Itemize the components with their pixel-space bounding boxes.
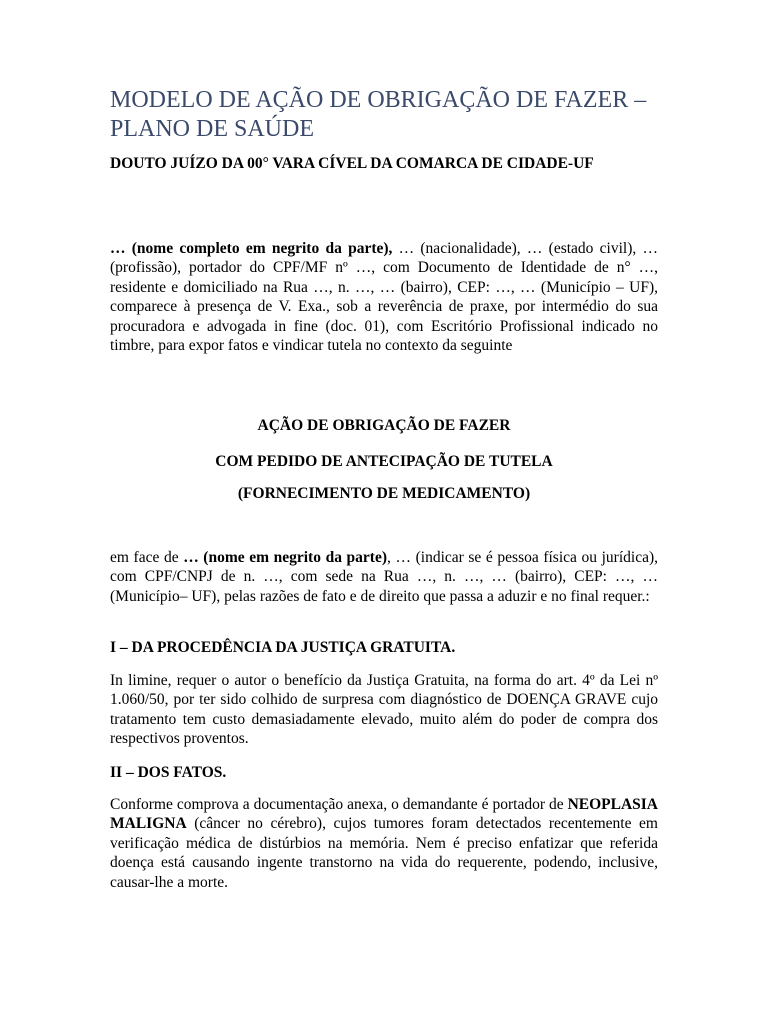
action-title: AÇÃO DE OBRIGAÇÃO DE FAZER [257, 417, 511, 434]
intro-paragraph [110, 239, 658, 355]
defendant-name-placeholder: … (nome em negrito da parte) [183, 549, 388, 566]
intro-text: … (nacionalidade), … (estado civil), … (profissão), portador do CPF/MF nº …, com Documento de Identidade de n° …, residente e domiciliado na Rua …, n. …, … (bairro), CEP: …, … (Município – UF), comparece à presença de V. Exa., sob a reverência de praxe, por intermédio do sua procuradora e advogada in fine (doc. 01), com Escritório Profissional indicado no timbre, para expor fatos e vindicar tutela no contexto da seguinte [110, 240, 658, 355]
defendant-start: em face de [110, 549, 184, 566]
section-heading-facts: II – DOS FATOS. [110, 764, 227, 781]
defendant-text: , … (indicar se é pessoa física ou jurídica), com CPF/CNPJ de n. …, com sede na Rua …, n. …, … (bairro), CEP: …, … (Município– UF), pelas razões de fato e de direito que passa a aduzir e no final requer.: [110, 549, 658, 605]
facts-text: (câncer no cérebro), cujos tumores foram detectados recentemente em verificação médica de distúrbios na memória. Nem é preciso enfatizar que referida doença está causando ingente transtorno na vida do requerente, podendo, inclusive, causar-lhe a morte. [110, 815, 658, 891]
defendant-paragraph [110, 548, 658, 606]
document-title: MODELO DE AÇÃO DE OBRIGAÇÃO DE FAZER – PLANO DE SAÚDE [110, 87, 647, 142]
action-subtitle: COM PEDIDO DE ANTECIPAÇÃO DE TUTELA [215, 453, 553, 470]
party-name-placeholder: … (nome completo em negrito da parte), [110, 240, 393, 257]
court-addressee: DOUTO JUÍZO DA 00° VARA CÍVEL DA COMARCA DE CIDADE-UF [110, 155, 594, 172]
facts-start: Conforme comprova a documentação anexa, o demandante é portador de [110, 796, 568, 813]
section-text-facts [110, 795, 658, 892]
section-text-justice: In limine, requer o autor o benefício da Justiça Gratuita, na forma do art. 4º da Lei nº 1.060/50, por ter sido colhido de surpresa com diagnóstico de DOENÇA GRAVE cujo tratamento tem custo demasiadamente elevado, muito além do poder de compra dos respectivos proventos. [110, 672, 658, 748]
diagnosis-bold: NEOPLASIA MALIGNA [110, 796, 658, 833]
action-detail: (FORNECIMENTO DE MEDICAMENTO) [237, 485, 531, 502]
section-heading-justice: I – DA PROCEDÊNCIA DA JUSTIÇA GRATUITA. [110, 639, 456, 656]
